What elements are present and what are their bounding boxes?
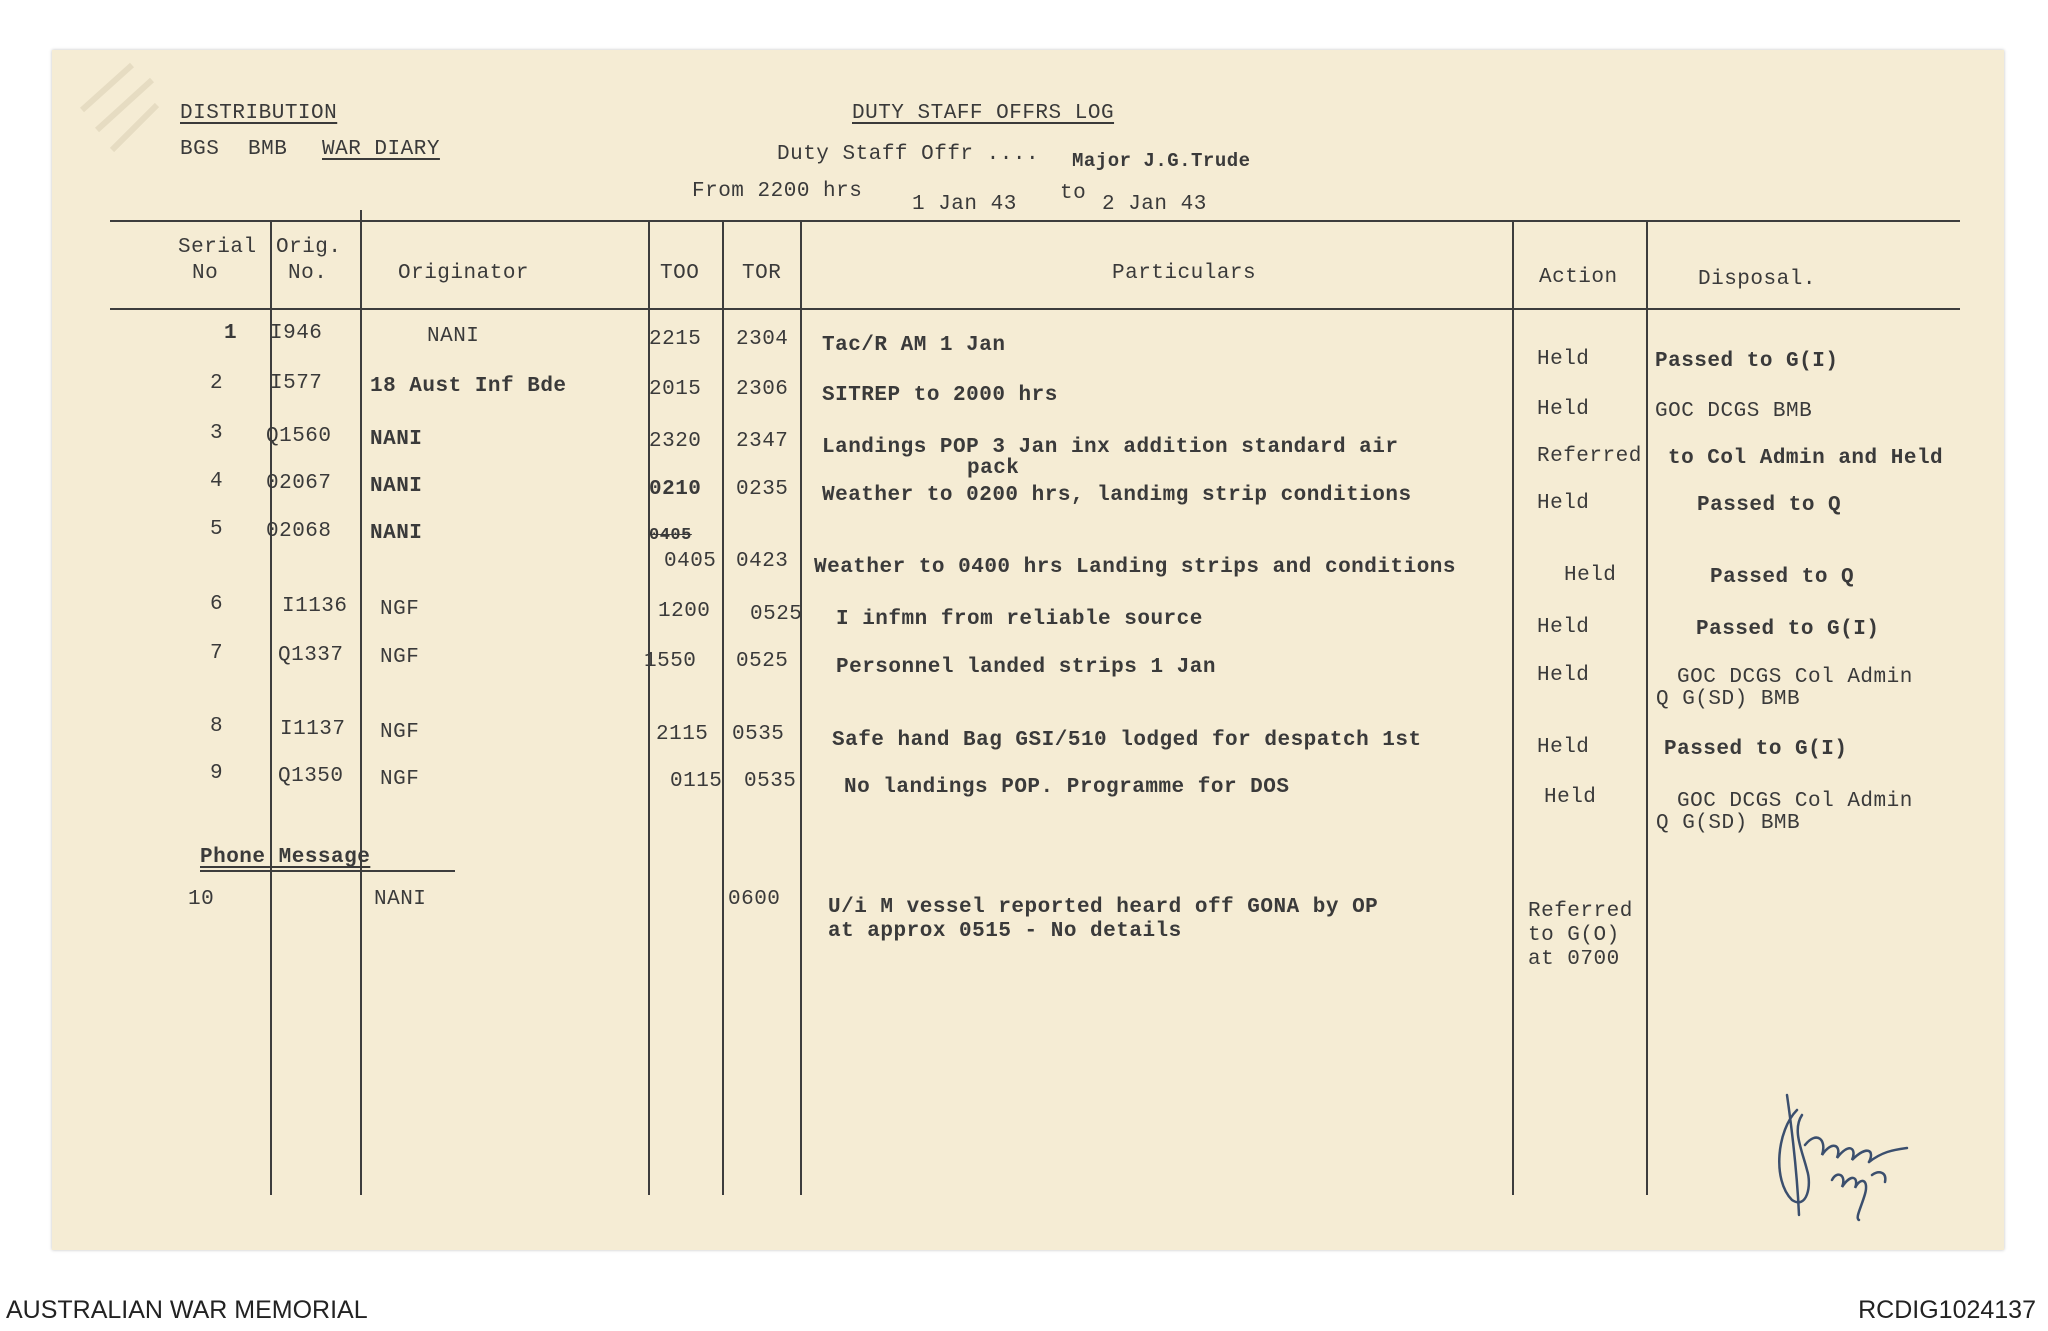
row-particulars-continuation: pack [967, 457, 1020, 480]
col-divider-4 [722, 220, 724, 1195]
row-particulars: Safe hand Bag GSI/510 lodged for despatch 1st [832, 729, 1422, 752]
paper-crease-mark [62, 50, 182, 160]
row-originator: 18 Aust Inf Bde [370, 375, 567, 398]
row-action: Held [1564, 564, 1617, 587]
col-divider-6 [1512, 220, 1514, 1195]
row-serial: 8 [210, 715, 224, 738]
phone-action-line1: Referred [1528, 900, 1633, 923]
row-particulars: SITREP to 2000 hrs [822, 384, 1058, 407]
phone-particulars-line1: U/i M vessel reported heard off GONA by OP [828, 896, 1379, 919]
col-header-particulars: Particulars [1112, 262, 1257, 285]
distribution-bgs: BGS [180, 138, 220, 161]
col-header-disposal: Disposal. [1698, 268, 1816, 291]
row-originator: NANI [370, 428, 423, 451]
row-disposal: Passed to Q [1697, 494, 1842, 517]
row-particulars: Weather to 0200 hrs, landimg strip conditions [822, 484, 1412, 507]
row-disposal: to Col Admin and Held [1668, 447, 1944, 470]
row-disposal: GOC DCGS Col Admin [1677, 790, 1913, 813]
row-particulars: Tac/R AM 1 Jan [822, 334, 1006, 357]
officer-signature [1757, 1090, 1927, 1230]
row-orig-no: Q1560 [266, 425, 332, 448]
footer-catalogue-id: RCDIG1024137 [1858, 1296, 2036, 1324]
row-tor: 2306 [736, 378, 789, 401]
row-action: Held [1537, 398, 1590, 421]
col-header-serial-line2: No [192, 262, 219, 285]
row-action: Held [1537, 664, 1590, 687]
row-action: Held [1537, 348, 1590, 371]
phone-tor: 0600 [728, 888, 781, 911]
row-serial: 3 [210, 422, 224, 445]
row-orig-no: 02068 [266, 520, 332, 543]
row-originator: NANI [370, 475, 423, 498]
row-disposal: Passed to G(I) [1696, 618, 1880, 641]
row-tor: 2304 [736, 328, 789, 351]
duty-staff-name: Major J.G.Trude [1072, 150, 1251, 172]
distribution-bmb: BMB [248, 138, 288, 161]
table-header-rule [110, 308, 1960, 310]
row-action: Held [1544, 786, 1597, 809]
row-serial: 5 [210, 518, 224, 541]
col-header-too: TOO [660, 262, 700, 285]
row-too: 2215 [649, 328, 702, 351]
row-particulars: No landings POP. Programme for DOS [844, 776, 1290, 799]
row-serial: 1 [224, 322, 238, 345]
phone-message-label: Phone Message [200, 846, 371, 869]
row-disposal: Passed to G(I) [1664, 738, 1848, 761]
phone-originator: NANI [374, 888, 427, 911]
col-divider-2 [360, 210, 362, 1195]
phone-serial: 10 [188, 888, 215, 911]
row-too: 2320 [649, 430, 702, 453]
row-orig-no: 02067 [266, 472, 332, 495]
row-orig-no: I577 [270, 372, 323, 395]
row-tor: 0535 [732, 723, 785, 746]
distribution-label: DISTRIBUTION [180, 102, 338, 125]
row-serial: 6 [210, 593, 224, 616]
row-tor: 0423 [736, 550, 789, 573]
col-header-action: Action [1539, 266, 1618, 289]
col-header-serial-line1: Serial [178, 236, 257, 259]
to-date: 2 Jan 43 [1102, 193, 1207, 216]
row-originator: NANI [370, 522, 423, 545]
row-particulars: I infmn from reliable source [836, 608, 1203, 631]
row-orig-no: Q1337 [278, 644, 344, 667]
distribution-war-diary: WAR DIARY [322, 138, 440, 161]
row-action: Referred [1537, 445, 1642, 468]
row-action: Held [1537, 492, 1590, 515]
document-paper [52, 50, 2004, 1250]
row-particulars: Personnel landed strips 1 Jan [836, 656, 1216, 679]
col-divider-1 [270, 220, 272, 1195]
row-too: 1550 [644, 650, 697, 673]
row-too: 1200 [658, 600, 711, 623]
row-serial: 2 [210, 372, 224, 395]
row-originator: NANI [427, 325, 480, 348]
row-disposal: GOC DCGS BMB [1655, 400, 1813, 423]
col-header-orig-line2: No. [288, 262, 328, 285]
row-tor: 0525 [736, 650, 789, 673]
phone-particulars-line2: at approx 0515 - No details [828, 920, 1182, 943]
col-divider-3 [648, 220, 650, 1195]
duty-staff-label: Duty Staff Offr .... [777, 143, 1040, 166]
row-too: 0115 [670, 770, 723, 793]
col-header-originator: Originator [398, 262, 530, 285]
row-disposal: Passed to Q [1710, 566, 1855, 589]
row-action: Held [1537, 736, 1590, 759]
from-date: 1 Jan 43 [912, 193, 1017, 216]
phone-action-line3: at 0700 [1528, 948, 1620, 971]
row-tor: 2347 [736, 430, 789, 453]
col-divider-5 [800, 220, 802, 1195]
row-originator: NGF [380, 768, 420, 791]
phone-action-line2: to G(O) [1528, 924, 1620, 947]
col-header-orig-line1: Orig. [276, 236, 342, 259]
row-disposal-continuation: Q G(SD) BMB [1656, 688, 1801, 711]
row-action: Held [1537, 616, 1590, 639]
table-top-rule [110, 220, 1960, 222]
log-title: DUTY STAFF OFFRS LOG [852, 102, 1115, 125]
col-header-tor: TOR [742, 262, 782, 285]
to-label: to [1060, 182, 1087, 205]
row-orig-no: Q1350 [278, 765, 344, 788]
row-serial: 4 [210, 470, 224, 493]
row-too: 0405 [664, 550, 717, 573]
row-too: 0210 [649, 478, 702, 501]
row-particulars: Landings POP 3 Jan inx addition standard air [822, 436, 1399, 459]
row-orig-no: I946 [270, 322, 323, 345]
row-tor: 0535 [744, 770, 797, 793]
footer-archive-name: AUSTRALIAN WAR MEMORIAL [6, 1296, 368, 1324]
from-time-label: From 2200 hrs [692, 180, 863, 203]
row-particulars: Weather to 0400 hrs Landing strips and conditions [814, 556, 1457, 579]
row-serial: 9 [210, 762, 224, 785]
row-tor: 0525 [750, 603, 803, 626]
row-disposal-continuation: Q G(SD) BMB [1656, 812, 1801, 835]
row-too: 2115 [656, 723, 709, 746]
phone-message-rule [200, 870, 455, 872]
row-originator: NGF [380, 721, 420, 744]
row-too-struck: 0405 [649, 526, 692, 545]
col-divider-7 [1646, 220, 1648, 1195]
row-orig-no: I1137 [280, 718, 346, 741]
row-tor: 0235 [736, 478, 789, 501]
row-disposal: GOC DCGS Col Admin [1677, 666, 1913, 689]
row-originator: NGF [380, 598, 420, 621]
row-too: 2015 [649, 378, 702, 401]
row-disposal: Passed to G(I) [1655, 350, 1839, 373]
row-orig-no: I1136 [282, 595, 348, 618]
row-originator: NGF [380, 646, 420, 669]
row-serial: 7 [210, 642, 224, 665]
